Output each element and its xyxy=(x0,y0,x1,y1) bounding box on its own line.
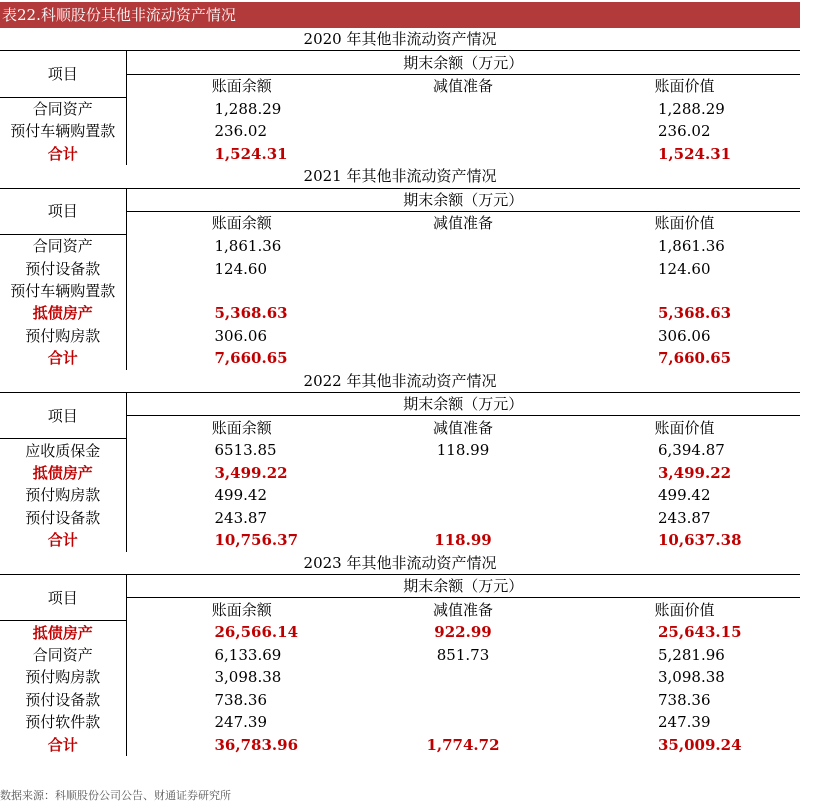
net-value-cell: 6,394.87 xyxy=(658,441,725,460)
book-value-cell: 6,133.69 xyxy=(214,646,282,665)
row-label: 合同资产 xyxy=(0,644,126,666)
item-column-header: 项目 xyxy=(0,393,126,439)
impairment-cell xyxy=(357,143,569,165)
net-value-cell: 10,637.38 xyxy=(658,531,742,550)
book-value-cell: 3,098.38 xyxy=(214,668,282,687)
table-row xyxy=(0,734,800,756)
table-row xyxy=(0,234,800,257)
table-row xyxy=(0,257,800,279)
net-value-cell: 35,009.24 xyxy=(658,735,742,754)
book-value-cell: 3,499.22 xyxy=(214,464,288,483)
book-value-cell: 36,783.96 xyxy=(214,735,299,754)
section-heading-row xyxy=(0,370,800,393)
row-label: 合计 xyxy=(0,529,126,551)
impairment-cell xyxy=(357,507,569,529)
net-value-cell: 3,098.38 xyxy=(658,668,725,687)
book-value-cell xyxy=(126,280,357,302)
table-row xyxy=(0,439,800,462)
table-row xyxy=(0,280,800,302)
net-value-cell: 7,660.65 xyxy=(658,349,732,368)
impairment-header: 减值准备 xyxy=(432,214,493,233)
impairment-cell xyxy=(357,689,569,711)
table-row xyxy=(0,462,800,484)
impairment-cell xyxy=(357,462,569,484)
book-header: 账面余额 xyxy=(211,77,272,96)
impairment-cell xyxy=(357,302,569,324)
book-header: 账面余额 xyxy=(211,418,272,437)
book-value-cell: 1,524.31 xyxy=(214,144,288,163)
item-column-header: 项目 xyxy=(0,188,126,234)
table-row xyxy=(0,325,800,347)
table-row xyxy=(0,120,800,142)
impairment-cell xyxy=(357,97,569,120)
row-label: 合计 xyxy=(0,734,126,756)
row-label: 预付设备款 xyxy=(0,689,126,711)
net-value-cell: 306.06 xyxy=(658,326,711,345)
book-value-cell: 6513.85 xyxy=(214,441,277,460)
row-label: 预付车辆购置款 xyxy=(0,120,126,142)
period-header: 期末余额（万元） xyxy=(126,575,800,598)
book-value-cell: 243.87 xyxy=(214,508,267,527)
header-row-period xyxy=(0,575,800,598)
impairment-cell xyxy=(357,666,569,688)
table-row xyxy=(0,666,800,688)
net-value-cell: 236.02 xyxy=(658,122,711,141)
row-label: 合同资产 xyxy=(0,97,126,120)
row-label: 预付购房款 xyxy=(0,666,126,688)
row-label: 预付软件款 xyxy=(0,711,126,733)
book-value-cell: 7,660.65 xyxy=(214,349,288,368)
net-value-header: 账面价值 xyxy=(654,214,715,233)
net-value-cell: 499.42 xyxy=(658,486,711,505)
row-label: 抵债房产 xyxy=(0,302,126,324)
impairment-cell xyxy=(357,234,569,257)
period-header: 期末余额（万元） xyxy=(126,51,800,74)
impairment-header: 减值准备 xyxy=(432,418,493,437)
net-value-cell: 1,288.29 xyxy=(658,99,725,118)
table-row xyxy=(0,143,800,165)
item-column-header: 项目 xyxy=(0,575,126,621)
net-value-cell: 5,281.96 xyxy=(658,646,725,665)
table-row xyxy=(0,507,800,529)
table-row xyxy=(0,621,800,644)
section-heading-row xyxy=(0,28,800,51)
row-label: 合计 xyxy=(0,143,126,165)
impairment-cell: 118.99 xyxy=(436,441,490,460)
net-value-cell xyxy=(569,280,800,302)
book-header: 账面余额 xyxy=(211,214,272,233)
impairment-cell: 922.99 xyxy=(434,623,492,642)
impairment-cell xyxy=(357,280,569,302)
impairment-cell: 851.73 xyxy=(436,646,490,665)
row-label: 抵债房产 xyxy=(0,621,126,644)
book-value-cell: 247.39 xyxy=(214,713,267,732)
impairment-cell xyxy=(357,120,569,142)
net-value-cell: 247.39 xyxy=(658,713,711,732)
table-row xyxy=(0,529,800,551)
table-title: 表22.科顺股份其他非流动资产情况 xyxy=(0,2,800,28)
impairment-cell xyxy=(357,325,569,347)
book-value-cell: 499.42 xyxy=(214,486,267,505)
period-header: 期末余额（万元） xyxy=(126,188,800,211)
book-value-cell: 26,566.14 xyxy=(214,623,299,642)
net-value-cell: 243.87 xyxy=(658,508,711,527)
row-label: 合同资产 xyxy=(0,234,126,257)
book-header: 账面余额 xyxy=(211,600,272,619)
header-row-period xyxy=(0,188,800,211)
impairment-header: 减值准备 xyxy=(432,77,493,96)
impairment-cell xyxy=(357,347,569,369)
header-row-period xyxy=(0,393,800,416)
row-label: 合计 xyxy=(0,347,126,369)
table-row xyxy=(0,711,800,733)
table-row xyxy=(0,689,800,711)
header-row-period xyxy=(0,51,800,74)
book-value-cell: 1,861.36 xyxy=(214,236,282,255)
impairment-cell xyxy=(357,257,569,279)
impairment-header: 减值准备 xyxy=(432,600,493,619)
table-row xyxy=(0,644,800,666)
row-label: 预付购房款 xyxy=(0,325,126,347)
section-heading-row xyxy=(0,552,800,575)
section-heading: 2021 年其他非流动资产情况 xyxy=(0,165,800,188)
row-label: 预付车辆购置款 xyxy=(0,280,126,302)
impairment-cell: 1,774.72 xyxy=(426,735,500,754)
net-value-cell: 1,524.31 xyxy=(658,144,732,163)
section-heading: 2020 年其他非流动资产情况 xyxy=(0,28,800,51)
net-value-header: 账面价值 xyxy=(654,77,715,96)
net-value-cell: 738.36 xyxy=(658,690,711,709)
assets-table xyxy=(0,28,800,756)
book-value-cell: 738.36 xyxy=(214,690,267,709)
row-label: 预付购房款 xyxy=(0,484,126,506)
book-value-cell: 306.06 xyxy=(214,326,267,345)
net-value-cell: 3,499.22 xyxy=(658,464,732,483)
book-value-cell: 5,368.63 xyxy=(214,304,288,323)
impairment-cell xyxy=(357,484,569,506)
table-row xyxy=(0,97,800,120)
table-body xyxy=(0,28,800,756)
row-label: 应收质保金 xyxy=(0,439,126,462)
net-value-header: 账面价值 xyxy=(654,600,715,619)
period-header: 期末余额（万元） xyxy=(126,393,800,416)
section-heading-row xyxy=(0,165,800,188)
net-value-cell: 5,368.63 xyxy=(658,304,732,323)
table-row xyxy=(0,302,800,324)
section-heading: 2023 年其他非流动资产情况 xyxy=(0,552,800,575)
item-column-header: 项目 xyxy=(0,51,126,97)
row-label: 抵债房产 xyxy=(0,462,126,484)
table-row xyxy=(0,347,800,369)
table-row xyxy=(0,484,800,506)
net-value-cell: 1,861.36 xyxy=(658,236,725,255)
section-heading: 2022 年其他非流动资产情况 xyxy=(0,370,800,393)
source-note: 数据来源：科顺股份公司公告、财通证券研究所 xyxy=(0,789,231,802)
book-value-cell: 236.02 xyxy=(214,122,267,141)
net-value-cell: 25,643.15 xyxy=(658,623,742,642)
row-label: 预付设备款 xyxy=(0,507,126,529)
book-value-cell: 124.60 xyxy=(214,259,267,278)
book-value-cell: 10,756.37 xyxy=(214,531,299,550)
impairment-cell: 118.99 xyxy=(434,531,492,550)
net-value-cell: 124.60 xyxy=(658,259,711,278)
net-value-header: 账面价值 xyxy=(654,418,715,437)
row-label: 预付设备款 xyxy=(0,257,126,279)
book-value-cell: 1,288.29 xyxy=(214,99,282,118)
impairment-cell xyxy=(357,711,569,733)
